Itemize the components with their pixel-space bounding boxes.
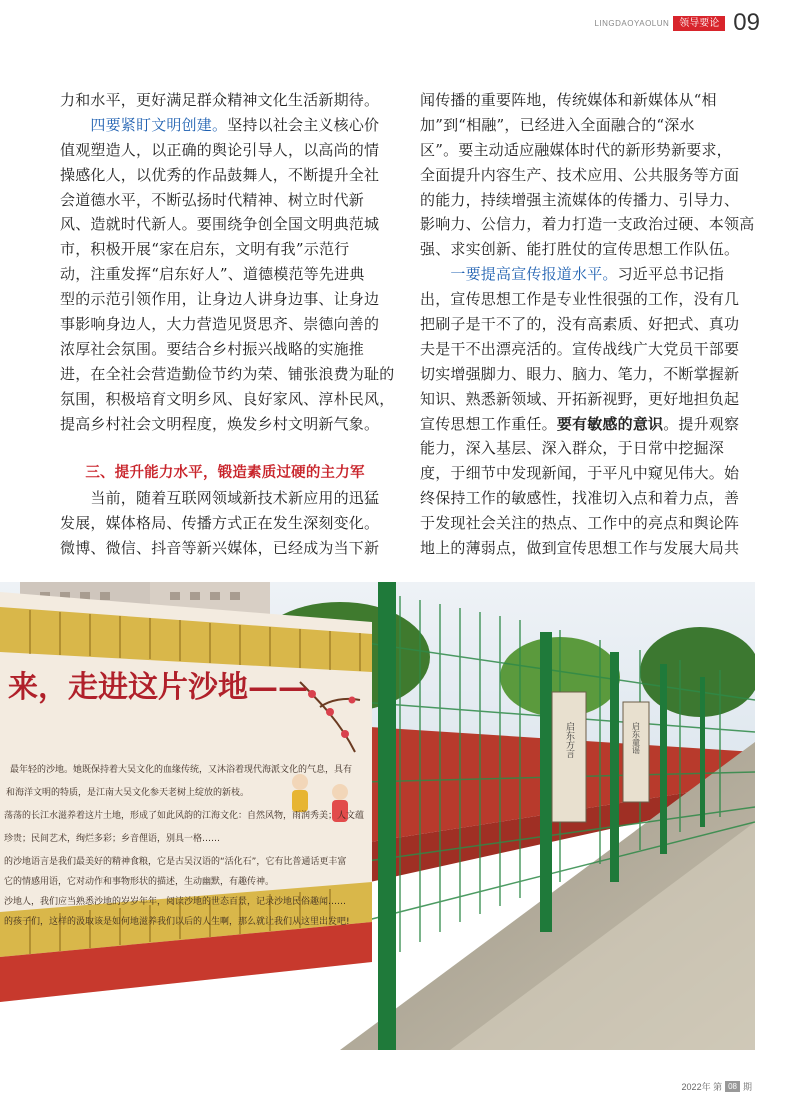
text-line: 的能力，持续增强主流媒体的传播力、引导力、 (420, 190, 740, 209)
text-line: 会道德水平，不断弘扬时代精神、树立时代新 (60, 190, 365, 209)
text-line: 于发现社会关注的热点、工作中的亮点和舆论阵 (420, 514, 740, 533)
left-text-column (60, 88, 395, 561)
text-line: 影响力、公信力，着力打造一支政治过硬、本领高 (420, 215, 755, 234)
banner-line: 沙地人，我们应当熟悉沙地的岁岁年年，阅读沙地的世态百景，记录沙地民俗趣闻…… (4, 897, 347, 907)
banner-line: 的孩子们，这样的汲取该是如何地滋养我们以后的人生啊，那么就让我们从这里出发吧! (4, 917, 350, 927)
page-number: 09 (733, 9, 760, 36)
text-line: 强、求实创新、能打胜仗的宣传思想工作队伍。 (420, 240, 740, 259)
text-line: 全面提升内容生产、技术应用、公共服务等方面 (420, 165, 740, 184)
text-line (420, 262, 750, 287)
text-line: 操感化人，以优秀的作品鼓舞人，不断提升全社 (60, 165, 380, 184)
text-line: 微博、微信、抖音等新兴媒体，已经成为当下新 (60, 539, 380, 558)
text-line: 终保持工作的敏感性，找准切入点和着力点，善 (420, 489, 740, 508)
text-line: 氛围，积极培育文明乡风、良好家风、淳朴民风， (60, 389, 395, 408)
footer-suffix: 期 (742, 1082, 752, 1092)
text-line (60, 113, 390, 138)
text-line: 切实增强脚力、眼力、脑力、笔力，不断掌握新 (420, 364, 740, 383)
section-heading: 三、提升能力水平，锻造素质过硬的主力军 (85, 465, 365, 482)
text-line: 加”到“相融”，已经进入全面融合的“深水 (420, 115, 695, 134)
text-line (60, 436, 390, 461)
line-text: 习近平总书记指 (617, 265, 725, 284)
lead-phrase: 四要紧盯文明创建。 (90, 115, 228, 134)
line-text: 宣传思想工作重任。 (420, 414, 557, 433)
header-english: LINGDAOYAOLUN (594, 18, 670, 28)
sign-2-label: 启东童谣 (631, 722, 641, 754)
text-line: 闻传播的重要阵地，传统媒体和新媒体从“相 (420, 91, 717, 109)
photo-fence-banner (0, 582, 755, 1050)
text-line: 进，在全社会营造勤俭节约为荣、铺张浪费为耻的 (60, 364, 395, 383)
text-line: 能力，深入基层、深入群众，于日常中挖掘深 (420, 439, 725, 458)
banner-line: 它的情感用语，它对动作和事物形状的描述，生动幽默，有趣传神。 (4, 877, 275, 887)
banner-title: 来，走进这片沙地—— (8, 670, 308, 705)
culture-banner (0, 592, 372, 1002)
photo-illustration (0, 582, 755, 1050)
text-line: 事影响身边人，大力营造见贤思齐、崇德向善的 (60, 315, 380, 334)
bold-phrase: 要有敏感的意识 (556, 414, 664, 433)
text-line: 风、造就时代新人。要围绕争创全国文明典范城 (60, 215, 380, 234)
text-line: 度，于细节中发现新闻，于平凡中窥见伟大。始 (420, 464, 740, 483)
text-line: 市，积极开展“家在启东，文明有我”示范行 (60, 240, 350, 259)
sign-1-label: 启东方言 (564, 722, 574, 758)
banner-line: 最年轻的沙地。她既保持着大吴文化的血缘传统，又沐浴着现代海派文化的气息，具有 (10, 765, 353, 775)
text-line: 发展，媒体格局、传播方式正在发生深刻变化。 (60, 514, 380, 533)
banner-line: 珍贵；民间艺术，绚烂多彩；乡音俚语，别具一格…… (4, 834, 221, 844)
banner-line: 和海洋文明的特质，是江南大吴文化参天老树上绽放的新枝。 (6, 788, 250, 798)
text-line (420, 412, 750, 437)
line-text: 。提升观察 (663, 414, 740, 433)
footer-year: 2022年 第 (681, 1082, 723, 1092)
page-footer (682, 1080, 752, 1093)
lead-phrase: 一要提高宣传报道水平。 (450, 265, 618, 284)
footer-issue: 08 (725, 1081, 740, 1092)
text-line: 力和水平，更好满足群众精神文化生活新期待。 (60, 91, 380, 109)
banner-line: 荡荡的长江水滋养着这片土地，形成了如此风韵的江海文化：自然风物，雨润秀美；人文蕴 (4, 811, 365, 821)
text-line: 提高乡村社会文明程度，焕发乡村文明新气象。 (60, 414, 380, 433)
text-line: 当前，随着互联网领域新技术新应用的迅猛 (60, 489, 380, 508)
text-line: 出，宣传思想工作是专业性很强的工作，没有几 (420, 290, 740, 309)
text-line: 知识、熟悉新领域、开拓新视野，更好地担负起 (420, 389, 740, 408)
page-header (594, 8, 760, 38)
text-line: 地上的薄弱点，做到宣传思想工作与发展大局共 (420, 539, 740, 558)
text-line: 浓厚社会氛围。要结合乡村振兴战略的实施推 (60, 339, 365, 358)
text-line: 把刷子是干不了的，没有高素质、好把式、真功 (420, 315, 740, 334)
text-line: 区”。要主动适应融媒体时代的新形势新要求， (420, 140, 732, 159)
text-line: 动，注重发挥“启东好人”、道德模范等先进典 (60, 265, 365, 284)
text-line: 夫是干不出漂亮活的。宣传战线广大党员干部要 (420, 339, 740, 358)
text-line: 型的示范引领作用，让身边人讲身边事、让身边 (60, 290, 380, 309)
line-text: 坚持以社会主义核心价 (227, 115, 380, 134)
right-text-column (420, 88, 755, 561)
header-column-name: 领导要论 (673, 16, 725, 31)
banner-line: 的沙地语言是我们最美好的精神食粮，它是古吴汉语的“活化石”，它有比普通话更丰富 (4, 857, 347, 867)
text-line: 值观塑造人，以正确的舆论引导人，以高尚的情 (60, 140, 380, 159)
